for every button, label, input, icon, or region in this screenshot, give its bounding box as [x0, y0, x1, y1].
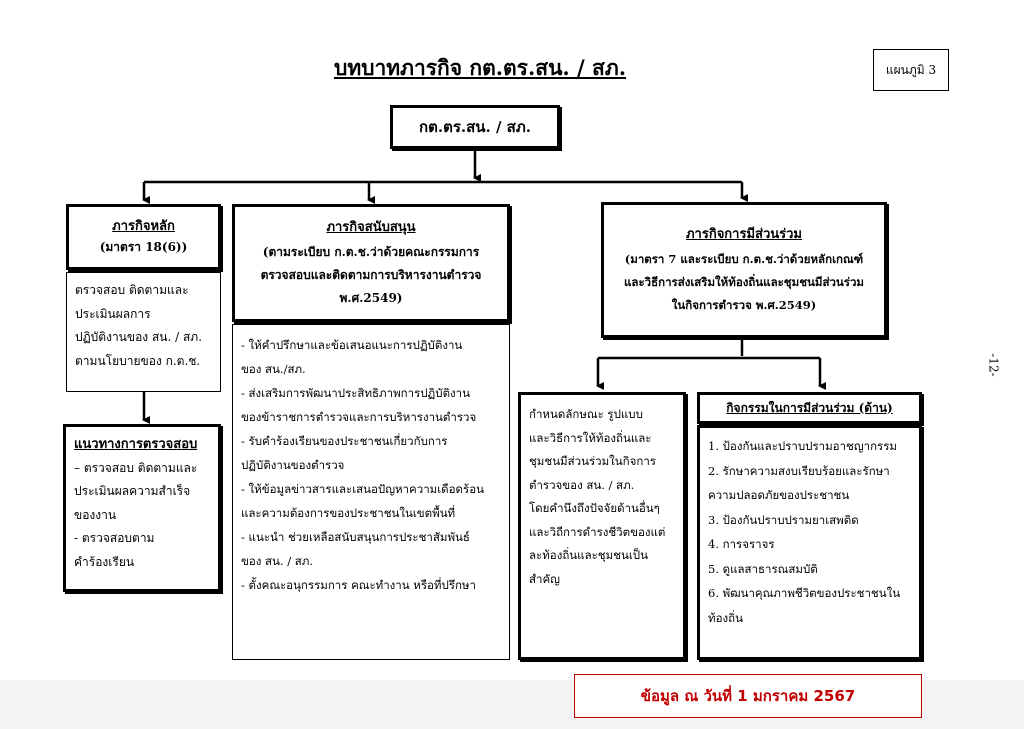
page-number: -12- — [986, 353, 1001, 377]
guideline-box — [63, 424, 221, 592]
support-mission-line: และความต้องการของประชาชนในเขตพื้นที่ — [241, 506, 456, 520]
guideline-line: ของงาน — [74, 507, 117, 522]
guideline-line: ประเมินผลความสำเร็จ — [74, 484, 191, 498]
main-mission-header — [66, 204, 221, 270]
participation-activity-line: 3. ป้องกันปราบปรามยาเสพติด — [708, 512, 859, 527]
support-mission-line: - ส่งเสริมการพัฒนาประสิทธิภาพการปฏิบัติงาน — [241, 386, 470, 400]
support-mission-line: ของ สน. / สภ. — [241, 554, 314, 568]
participation-activity-line: 5. ดูแลสาธารณสมบัติ — [708, 561, 818, 576]
guideline-line: - ตรวจสอบตาม — [74, 531, 155, 545]
support-mission-line: ของข้าราชการตำรวจและการบริหารงานตำรวจ — [241, 410, 477, 424]
main-mission-line: ประเมินผลการ — [75, 306, 151, 321]
support-mission-heading: ภารกิจสนับสนุน — [326, 220, 416, 235]
guideline-line: คำร้องเรียน — [74, 554, 135, 569]
top-node-label: กต.ตร.สน. / สภ. — [419, 118, 531, 136]
participation-form-line: ตำรวจของ สน. / สภ. — [529, 477, 635, 492]
guideline-heading: แนวทางการตรวจสอบ — [74, 437, 198, 452]
participation-form-line: โดยคำนึงถึงปัจจัยด้านอื่นๆ — [529, 501, 660, 515]
main-mission-sub: (มาตรา 18(6)) — [99, 240, 188, 254]
main-mission-line: ตามนโยบายของ ก.ต.ช. — [75, 353, 201, 368]
main-mission-line: ตรวจสอบ ติดตามและ — [75, 283, 189, 297]
participation-form-line: กำหนดลักษณะ รูปแบบ — [529, 407, 643, 421]
top-node — [390, 105, 560, 149]
support-mission-line: ปฏิบัติงานของตำรวจ — [241, 458, 345, 472]
footer-date-note — [574, 674, 922, 718]
participation-form-line: และวิถีการดำรงชีวิตของแต่ — [529, 524, 666, 539]
participation-form-box — [518, 392, 686, 660]
support-mission-line: - ตั้งคณะอนุกรรมการ คณะทำงาน หรือที่ปรึกษา — [241, 578, 476, 592]
participation-mission-heading: ภารกิจการมีส่วนร่วม — [685, 227, 803, 242]
support-mission-header — [232, 204, 510, 322]
participation-mission-sub: ในกิจการตำรวจ พ.ศ.2549) — [671, 298, 817, 312]
participation-activity-line: 1. ป้องกันและปราบปรามอาชญากรรม — [708, 439, 897, 453]
participation-activity-line: 6. พัฒนาคุณภาพชีวิตของประชาชนใน — [708, 586, 901, 600]
participation-form-line: และวิธีการให้ท้องถิ่นและ — [529, 430, 652, 445]
support-mission-sub: พ.ศ.2549) — [339, 291, 403, 305]
participation-form-line: ละท้องถิ่นและชุมชนเป็น — [529, 548, 648, 562]
participation-activity-line: ความปลอดภัยของประชาชน — [708, 488, 850, 502]
support-mission-line: - รับคำร้องเรียนของประชาชนเกี่ยวกับการ — [241, 434, 448, 448]
participation-form-line: ชุมชนมีส่วนร่วมในกิจการ — [529, 454, 656, 468]
support-mission-sub: (ตามระเบียบ ก.ต.ช.ว่าด้วยคณะกรรมการ — [262, 245, 480, 259]
participation-activities-heading: กิจกรรมในการมีส่วนร่วม (ด้าน) — [726, 400, 893, 415]
support-mission-line: - ให้คำปรึกษาและข้อเสนอแนะการปฏิบัติงาน — [241, 338, 463, 352]
support-mission-line: - แนะนำ ช่วยเหลือสนับสนุนการประชาสัมพันธ์ — [241, 530, 470, 544]
participation-activity-line: ท้องถิ่น — [708, 610, 743, 625]
participation-form-line: สำคัญ — [529, 571, 560, 586]
participation-activities-header — [697, 392, 922, 424]
guideline-line: – ตรวจสอบ ติดตามและ — [74, 460, 198, 475]
participation-activity-line: 4. การจราจร — [708, 537, 775, 551]
main-mission-body — [66, 272, 221, 392]
participation-mission-sub: (มาตรา 7 และระเบียบ ก.ต.ช.ว่าด้วยหลักเกณฑ์ — [624, 252, 864, 266]
participation-mission-sub: และวิธีการส่งเสริมให้ท้องถิ่นและชุมชนมีส่วนร่วม — [624, 275, 864, 289]
main-mission-line: ปฏิบัติงานของ สน. / สภ. — [75, 330, 203, 344]
participation-activity-line: 2. รักษาความสงบเรียบร้อยและรักษา — [708, 463, 890, 478]
main-mission-heading: ภารกิจหลัก — [112, 219, 175, 234]
participation-activities-body — [697, 425, 922, 660]
support-mission-line: - ให้ข้อมูลข่าวสารและเสนอปัญหาความเดือดร้อน — [241, 482, 484, 496]
support-mission-sub: ตรวจสอบและติดตามการบริหารงานตำรวจ — [260, 268, 482, 282]
footer-date-text: ข้อมูล ณ วันที่ 1 มกราคม 2567 — [640, 687, 856, 705]
participation-mission-header — [601, 202, 887, 338]
support-mission-line: ของ สน./สภ. — [241, 362, 306, 376]
page-title: บทบาทภารกิจ กต.ตร.สน. / สภ. — [333, 55, 627, 80]
support-mission-body — [232, 324, 510, 660]
chart-reference-label: แผนภูมิ 3 — [873, 49, 949, 91]
